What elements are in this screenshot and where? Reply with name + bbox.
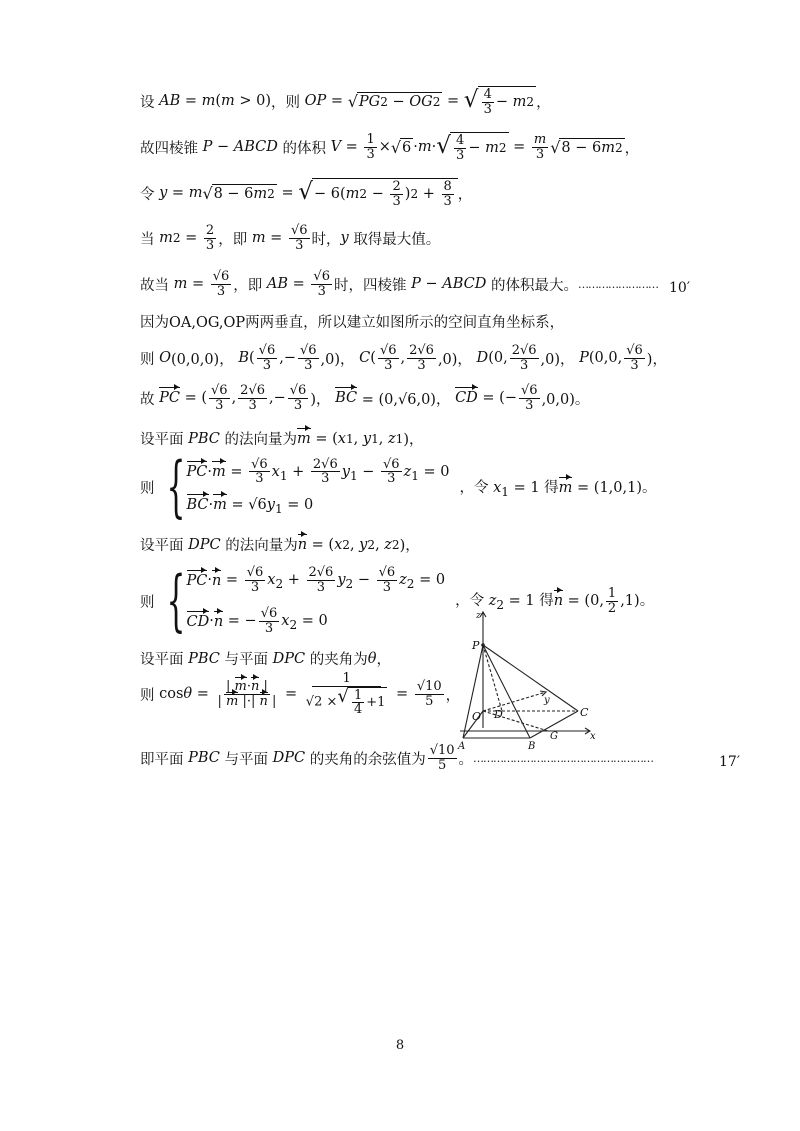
edge-PB	[483, 645, 530, 738]
label-B: B	[528, 741, 536, 752]
pyramid-figure	[450, 608, 610, 753]
label-P: P	[472, 639, 480, 652]
line-8: 故 PC = ( $\frac{√6}{3}$ , $\frac{2√6}{3}$ ,− $\frac{√6}{3}$ )， BC = (0,√6,0)， CD = (− $\frac{√6}{3}$ ,0,0)。	[140, 383, 590, 413]
label-D: D	[494, 708, 503, 721]
line-9: 设平面 PBC 的法向量为 m = ( x 1 , y 1 , z 1 )，	[140, 430, 424, 448]
line-4: 当 m 2 = $\frac{2}{3}$ ，即 m = $\frac{√6}{3}$ 时， y 取得最大值。	[140, 223, 441, 253]
line-1: 设 AB = m ( m > 0) ，则 OP = √ PG 2 − OG 2 = √ $\frac{4}{3}$ − m 2 ，	[140, 86, 551, 117]
line-5: 故当 m = $\frac{√6}{3}$ ，即 AB = $\frac{√6}{3}$ 时，四棱锥 P − ABCD 的体积最大。 ……………………	[140, 269, 658, 299]
score-mark-17: 17′	[719, 754, 740, 770]
line-12: 则 { PC·n = $\frac{√6}{3}$ $x_2$ + $\frac{2√6}{3}$ $y_2$ − $\frac{√6}{3}$ $z_2 = 0$ CD·n = − $\frac{√6}{3}$ $x_2 = 0$ ，令 $z_2 = 1$ 得n = (0, $\frac{1}{2}$ ,1)。	[140, 562, 655, 640]
label-C: C	[580, 706, 589, 719]
label-O: O	[472, 710, 482, 723]
line-15: 即平面 PBC 与平面 DPC 的夹角的余弦值为 $\frac{√10}{5}$ 。 ………………………………………………	[140, 743, 654, 773]
label-G: G	[550, 731, 558, 742]
score-mark-10: 10′	[669, 280, 690, 296]
line-10: 则 { PC·m = $\frac{√6}{3}$ $x_1$ + $\frac{2√6}{3}$ $y_1$ − $\frac{√6}{3}$ $z_1 = 0$ $BC\cdot m = √6y_1 = 0$ ，令 $x_1 = 1$ 得m = (1,0,1)。	[140, 448, 657, 526]
line-2: 故四棱锥 P − ABCD 的体积 V = $\frac{1}{3}$ × √ 6 · m · √ $\frac{4}{3}$ − m 2 = $\frac{m}{3}$ √ 8 − 6 m 2 ，	[140, 132, 640, 163]
line-6: 因为OA,OG,OP两两垂直，所以建立如图所示的空间直角坐标系，	[140, 315, 565, 331]
point-P	[481, 643, 485, 647]
label-A: A	[458, 741, 466, 752]
edge-PC	[483, 645, 578, 711]
line-7: 则 O (0,0,0)， B ( $\frac{√6}{3}$ ,− $\frac{√6}{3}$ ,0)， C ( $\frac{√6}{3}$ , $\frac{2√6}{3}$ ,0)， D (0, $\frac{2√6}{3}$ ,0)， P (0,0, $\frac{√6}{3}$ )，	[140, 343, 667, 373]
line-14: 则 cos θ = $\frac{| m\cdot n |}{| m |\cdot| n |}$ = 1 √2 × √ $\frac{1}{4}$ +1 = $\frac{√10}{5}$ ，	[140, 671, 461, 718]
line-13: 设平面 PBC 与平面 DPC 的夹角为 θ ，	[140, 650, 391, 668]
line-3: 令 y = m √ 8 − 6 m 2 = √ − 6( m 2 − $\frac{2}{3}$ ) 2 + $\frac{8}{3}$ ，	[140, 178, 473, 209]
line-11: 设平面 DPC 的法向量为 n = ( x 2 , y 2 , z 2 )，	[140, 536, 420, 554]
label-z: z	[476, 611, 481, 621]
label-y: y	[544, 695, 550, 706]
label-x: x	[590, 731, 596, 742]
edge-OG	[483, 711, 548, 731]
page-number: 8	[395, 1038, 405, 1053]
